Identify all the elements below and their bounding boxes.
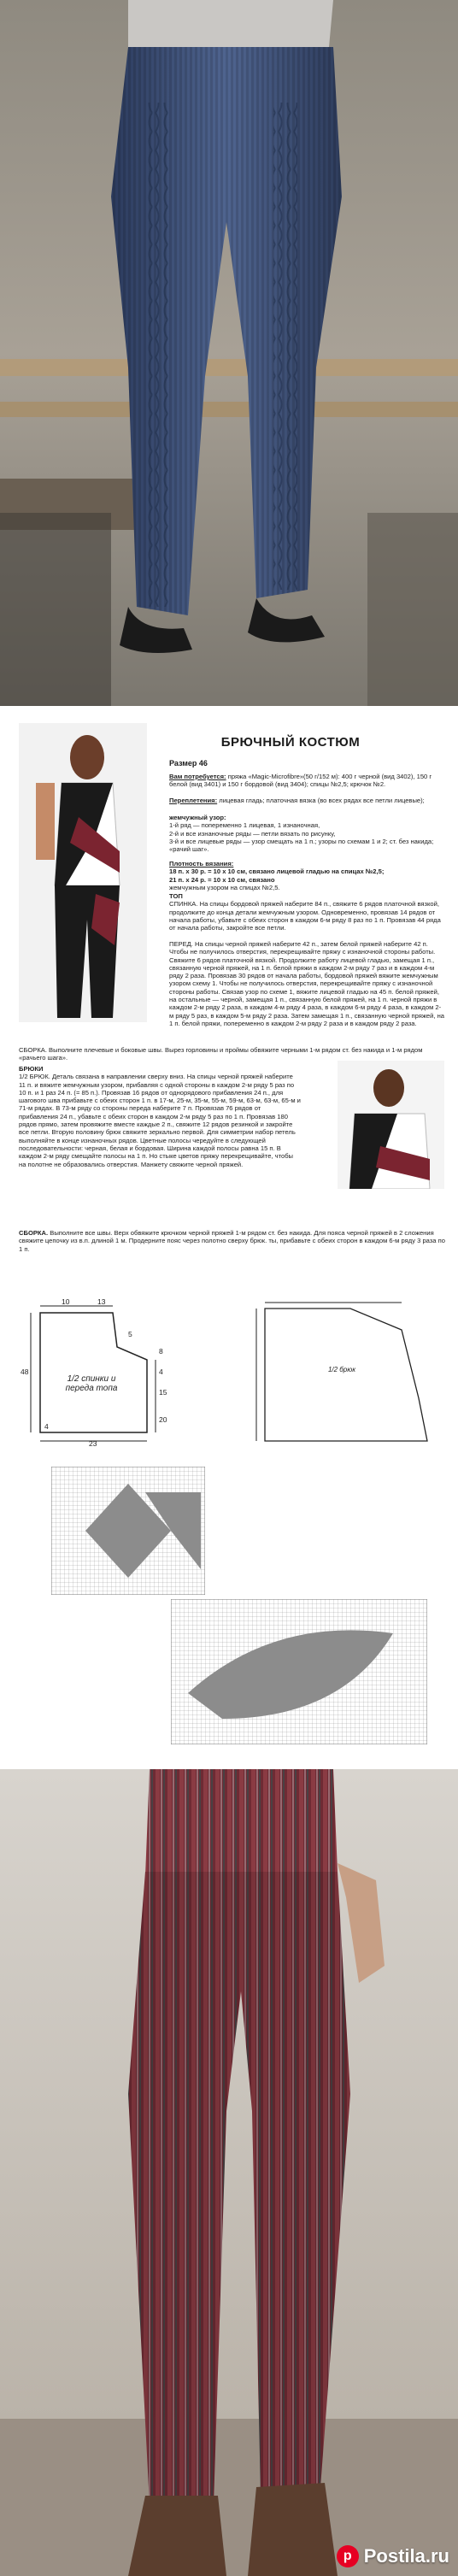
dim-label-2: 13 bbox=[97, 1297, 106, 1306]
pearl-pattern-paragraph bbox=[169, 814, 444, 853]
density-paragraph bbox=[169, 860, 444, 891]
assembly2-paragraph bbox=[19, 1229, 446, 1253]
dim-label-3: 5 bbox=[128, 1330, 132, 1338]
patterns-label: Переплетения: bbox=[169, 797, 218, 804]
assembly2-label: СБОРКА. bbox=[19, 1229, 49, 1237]
dim-label-4: 48 bbox=[21, 1367, 29, 1376]
top-section bbox=[169, 892, 444, 932]
materials-text: пряжа «Magic-Microfibre»(50 г/152 м): 400 г черной (вид 3402), 150 г белой (вид 3401) и 150 г бордовой (вид 3404); спицы №2,5; крючок №2. bbox=[169, 773, 432, 789]
document-title: БРЮЧНЫЙ КОСТЮМ bbox=[220, 735, 361, 750]
pearl-label: жемчужный узор: bbox=[169, 814, 226, 821]
patterns-text: лицевая гладь; платочная вязка (во всех рядах все петли лицевые); bbox=[219, 797, 425, 804]
dim-label-10: 4 bbox=[44, 1422, 49, 1431]
dim-label-9: 23 bbox=[89, 1439, 97, 1448]
pants-text: 1/2 БРЮК. Деталь связана в направлении сверху вниз. На спицы черной пряжей наберите 11 п. и вяжите жемчужным узором, прибавляя с одной стороны в каждом 2-м ряду 5 раз по 10 п. и 1 раз 24 п. (= 85 п.). Провязав 16 рядов от однорядового прибавления 24 п., для шагового шва прибавьте с обеих сторон 1 п. в 17-м, 25-м, 35-м, 55-м, 59-м, 63-м, 63-м, 65-м и 71-м рядах. В 73-м ряду со стороны переда наберите 7 п. Провязав 76 рядов от прибавления 24 п., убавьте с обеих сторон в каждом 2-м ряду 5 раз по 1 п. Провязав 180 рядов прямо, затем провяжите вместе каждые 2 п., свяжите 12 рядов резинкой и закройте все петли. Вторую половину брюк свяжите зеркально первой. Для симметрии набор петель выполняйте в конце изнаночных рядов. Цветные полосы чередуйте в следующей последовательности: черная, белая и бордовая. Ширина каждой полосы равна 15 п. В каждом 2-м ряду смещайте полосы на 1 п. Но стыке цветов пряжу перекрещивайте, чтобы на полотне не образовались отверстия. Манжету свяжите черной пряжей. bbox=[19, 1073, 301, 1168]
assembly-paragraph bbox=[19, 1046, 446, 1062]
density-line2: 21 п. x 24 р. = 10 x 10 см, связано bbox=[169, 875, 275, 884]
size-label: Размер 46 bbox=[169, 759, 208, 768]
postila-watermark[interactable] bbox=[337, 2545, 449, 2567]
materials-label: Вам потребуется: bbox=[169, 773, 226, 780]
diagram-top-label: 1/2 спинки и переда топа bbox=[65, 1374, 118, 1393]
front-paragraph bbox=[169, 940, 444, 1027]
dim-label-5: 8 bbox=[159, 1347, 163, 1356]
model-photo-top-closeup bbox=[338, 1061, 444, 1189]
density-line1: 18 п. x 30 р. = 10 x 10 см, связано лицевой гладью на спицах №2,5; bbox=[169, 867, 385, 876]
top-text: СПИНКА. На спицы бордовой пряжей наберите 84 п., свяжите 6 рядов платочной вязкой, продолжите до конца детали жемчужным узором. Одновременно, провязав 14 рядов от начала работы, убавьте с обеих сторон в каждом 6-м ряду 8 раз по 1 п. Провязав 44 ряда от начала работы, закройте все петли. bbox=[169, 900, 441, 932]
assembly-text: СБОРКА. Выполните плечевые и боковые швы. Вырез горловины и проймы обвяжите черными 1-м рядом ст. без накида и 1-м рядом «рачьего шага». bbox=[19, 1046, 423, 1062]
diagram-pants-label: 1/2 брюк bbox=[327, 1366, 356, 1373]
knitting-chart-2 bbox=[171, 1599, 427, 1744]
density-line3: жемчужным узором на спицах №2,5. bbox=[169, 883, 280, 891]
pearl-row1: 1-й ряд — попеременно 1 лицевая, 1 изнаночная, bbox=[169, 821, 320, 830]
pearl-row2: 2-й и все изнаночные ряды — петли вязать по рисунку, bbox=[169, 829, 336, 838]
knitting-chart-1 bbox=[51, 1467, 205, 1595]
dim-label-6: 4 bbox=[159, 1367, 163, 1376]
dim-label-7: 15 bbox=[159, 1388, 167, 1397]
density-label: Плотность вязания: bbox=[169, 860, 234, 867]
diagram-top-pattern bbox=[19, 1296, 190, 1450]
dim-label-1: 10 bbox=[62, 1297, 70, 1306]
photo-blue-knit-pants bbox=[0, 0, 458, 706]
assembly2-text: Выполните все швы. Верх обвяжите крючком черной пряжей 1-м рядом ст. без накида. Для пояса черной пряжей в 2 сложения свяжите цепочку из в.п. длиной 1 м. Продерните пояс через полотно сверху брюк. ты, прибавьте с обеих сторон в каждом 6-м ряду 3 раза по 1 п. bbox=[19, 1229, 445, 1253]
top-heading: ТОП bbox=[169, 892, 183, 900]
patterns-paragraph bbox=[169, 797, 444, 804]
pants-section bbox=[19, 1065, 301, 1168]
pants-heading: БРЮКИ bbox=[19, 1065, 44, 1073]
front-text: ПЕРЕД. На спицы черной пряжей наберите 42 п., затем белой пряжей наберите 42 п. Чтобы не получилось отверстия, перекрещивайте пряжу с изнаночной стороны работы. Свяжите 6 рядов платочной вязкой. Продолжите работу лицевой гладью, замещая 1 п., связанную черной пряжей, на 1 п. белой пряжи в каждом 2-м ряду 7 раз и в каждом 4-м ряду 2 раза. Провязав 30 рядов от начала работы, бордовой пряжей вяжите жемчужным узором схему 1. Чтобы не получилось отверстия, перекрещивайте пряжу с изнаночной стороны работы. Связав узор по схеме 1, вяжите лицевой гладью на 45 п. белой пряжей, на остальные — черной, замещая 1 п., связанную белой пряжей, на 1 п. черной пряжи в каждом 2-м ряду 2 раза, в каждом 4-м ряду 4 раза, в каждом 6-м ряду 4 раза, в каждом 2-м ряду 5 раз, в каждом 5-м ряду 2 раза. Затем замещая 1 п., связанную черной пряжей, на 1 п. белой пряжи, попеременно в каждом 2-м ряду 2 раза и в каждом ряду 2 раза. bbox=[169, 940, 444, 1027]
materials-paragraph bbox=[169, 773, 444, 789]
postila-brand-text: Postila.ru bbox=[363, 2545, 449, 2567]
magazine-page bbox=[0, 706, 458, 1769]
photo-striped-leggings bbox=[0, 1769, 458, 2576]
postila-logo-icon: p bbox=[337, 2545, 359, 2567]
dim-label-8: 20 bbox=[159, 1415, 167, 1424]
model-photo-top-suit bbox=[19, 723, 147, 1022]
pearl-row3: 3-й и все лицевые ряды — узор смещать на 1 п.; узоры по схемам 1 и 2; ст. без накида; «рачий шаг». bbox=[169, 837, 434, 854]
diagram-pants-pattern bbox=[248, 1296, 444, 1450]
